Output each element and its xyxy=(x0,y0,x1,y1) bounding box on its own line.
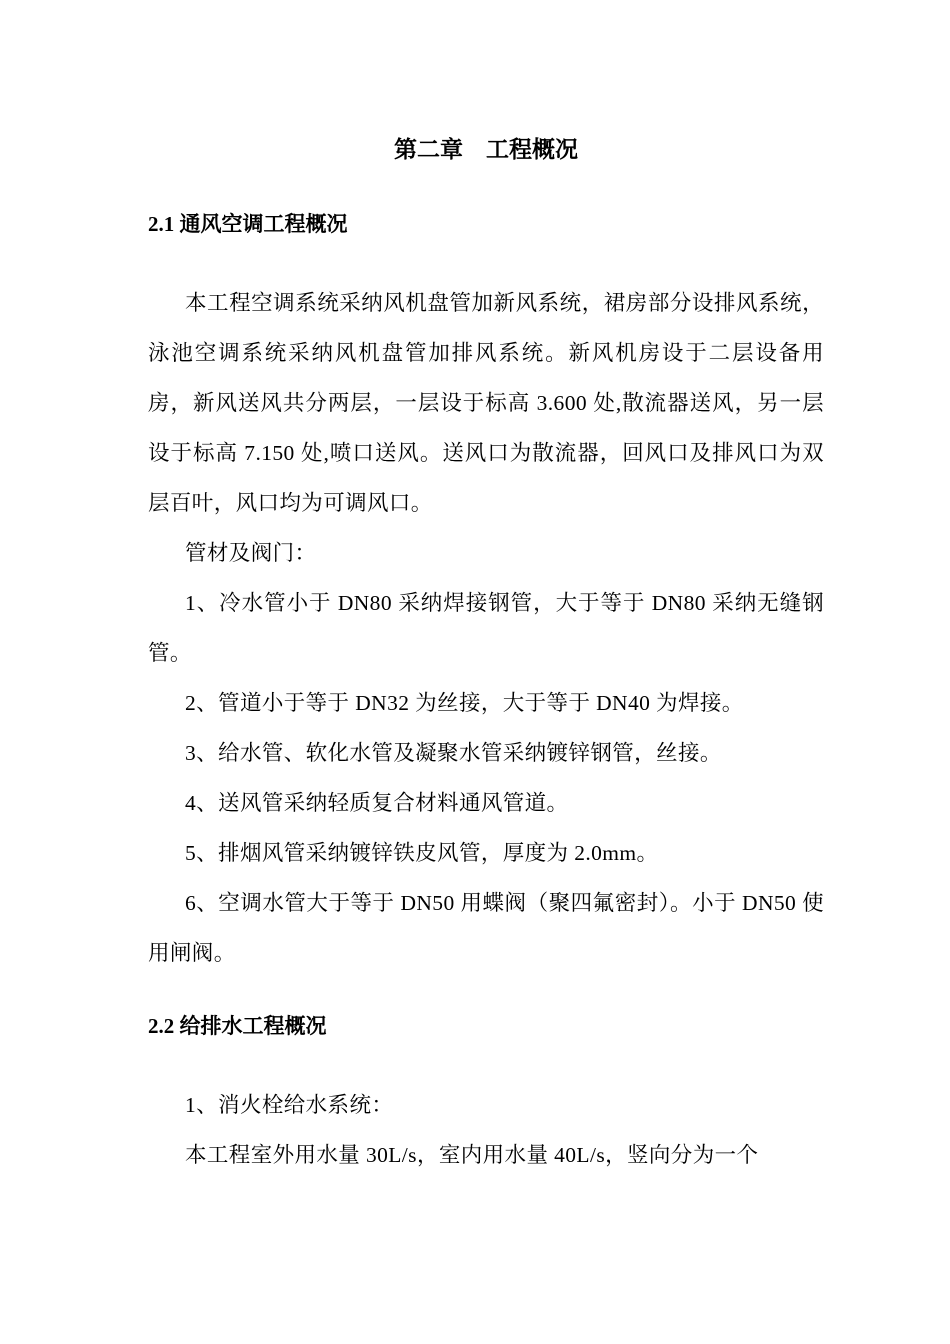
paragraph: 6、空调水管大于等于 DN50 用蝶阀（聚四氟密封）。小于 DN50 使用闸阀。 xyxy=(148,891,824,965)
paragraph: 管材及阀门： xyxy=(185,541,317,565)
section-heading-2-1: 2.1 通风空调工程概况 xyxy=(148,212,348,236)
section-heading-2-2: 2.2 给排水工程概况 xyxy=(148,1014,327,1038)
section-body-2-2 xyxy=(148,1080,824,1180)
paragraph: 本工程室外用水量 30L/s，室内用水量 40L/s，竖向分为一个 xyxy=(185,1143,759,1167)
paragraph: 2、管道小于等于 DN32 为丝接，大于等于 DN40 为焊接。 xyxy=(185,691,744,715)
paragraph: 5、排烟风管采纳镀锌铁皮风管，厚度为 2.0mm。 xyxy=(185,841,659,865)
chapter-title: 第二章 工程概况 xyxy=(394,137,578,162)
paragraph: 3、给水管、软化水管及凝聚水管采纳镀锌钢管，丝接。 xyxy=(185,741,722,765)
paragraph: 4、送风管采纳轻质复合材料通风管道。 xyxy=(185,791,569,815)
section-body-2-1 xyxy=(148,278,824,978)
paragraph: 1、冷水管小于 DN80 采纳焊接钢管，大于等于 DN80 采纳无缝钢管。 xyxy=(148,591,824,665)
paragraph: 本工程空调系统采纳风机盘管加新风系统，裙房部分设排风系统，泳池空调系统采纳风机盘管加排风系统。新风机房设于二层设备用房，新风送风共分两层，一层设于标高 3.600 处,散流器送风，另一层设于标高 7.150 处,喷口送风。送风口为散流器，回风口及排风口为双层百叶，风口均为可调风口。 xyxy=(148,291,824,515)
paragraph: 1、消火栓给水系统： xyxy=(185,1093,394,1117)
